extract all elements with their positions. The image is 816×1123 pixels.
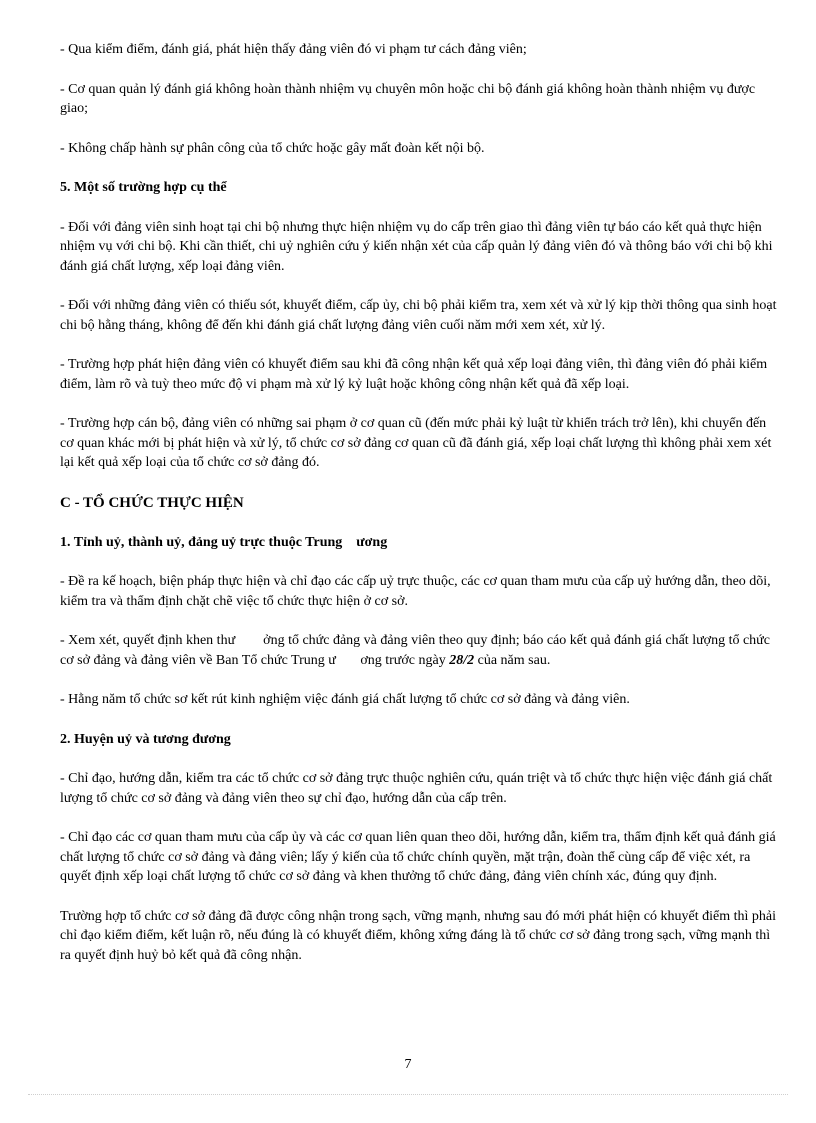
paragraph: - Không chấp hành sự phân công của tổ chức hoặc gây mất đoàn kết nội bộ.: [60, 140, 485, 156]
section-heading: 2. Huyện uỷ và tương đương: [60, 731, 231, 747]
paragraph: - Trường hợp phát hiện đảng viên có khuyết điểm sau khi đã công nhận kết quả xếp loại đảng viên, thì đảng viên đó phải kiểm điểm, làm rõ và tuỳ theo mức độ vi phạm mà xử lý kỷ luật hoặc không công nhận kết quả đã xếp loại.: [60, 357, 768, 392]
paragraph: Trường hợp tổ chức cơ sở đảng đã được công nhận trong sạch, vững mạnh, nhưng sau đó mới phát hiện có khuyết điểm thì phải chỉ đạo kiểm điểm, kết luận rõ, nếu đúng là có khuyết điểm, không xứng đáng là tổ chức cơ sở đảng trong sạch, vững mạnh thì ra quyết định huỷ bỏ kết quả đã công nhận.: [60, 908, 777, 963]
paragraph: - Đề ra kế hoạch, biện pháp thực hiện và chỉ đạo các cấp uỷ trực thuộc, các cơ quan tham mưu của cấp uỷ hướng dẫn, theo dõi, kiểm tra và thẩm định chặt chẽ việc tổ chức thực hiện ở cơ sở.: [60, 574, 771, 609]
page-number: 7: [404, 1057, 412, 1072]
paragraph: - Trường hợp cán bộ, đảng viên có những sai phạm ở cơ quan cũ (đến mức phải kỷ luật từ khiển trách trở lên), khi chuyển đến cơ quan khác mới bị phát hiện và xử lý, tổ chức cơ sở đảng cơ quan cũ đã đánh giá, xếp loại chất lượng thì không phải xem xét lại kết quả xếp loại của tổ chức cơ sở đảng đó.: [60, 416, 772, 470]
paragraph: [60, 631, 782, 670]
section-heading: 1. Tỉnh uỷ, thành uỷ, đảng uỷ trực thuộc Trung ương: [60, 534, 388, 550]
document-body: [60, 40, 782, 985]
part-heading: C - TỔ CHỨC THỰC HIỆN: [60, 494, 244, 511]
paragraph: - Chỉ đạo các cơ quan tham mưu của cấp ủy và các cơ quan liên quan theo dõi, hướng dẫn, kiểm tra, thẩm định kết quả đánh giá chất lượng tổ chức cơ sở đảng và đảng viên; lấy ý kiến của tổ chức chính quyền, mặt trận, đoàn thể cùng cấp để việc xét, ra quyết định xếp loại chất lượng tổ chức cơ sở đảng và khen thưởng tổ chức đảng, đảng viên chính xác, đúng quy định.: [60, 830, 776, 884]
paragraph: - Đối với những đảng viên có thiếu sót, khuyết điểm, cấp ủy, chi bộ phải kiểm tra, xem xét và xử lý kịp thời thông qua sinh hoạt chi bộ hằng tháng, không để đến khi đánh giá chất lượng đảng viên cuối năm mới xem xét, xử lý.: [60, 298, 777, 333]
paragraph: - Cơ quan quản lý đánh giá không hoàn thành nhiệm vụ chuyên môn hoặc chi bộ đánh giá không hoàn thành nhiệm vụ được giao;: [60, 81, 756, 116]
paragraph-text: - Xem xét, quyết định khen thư ởng tổ chức đảng và đảng viên theo quy định; báo cáo kết quả đánh giá chất lượng tổ chức cơ sở đảng và đảng viên về Ban Tổ chức Trung ư ơng trước ngày: [60, 633, 774, 668]
page-bottom-rule: [28, 1094, 788, 1095]
paragraph: - Đối với đảng viên sinh hoạt tại chi bộ nhưng thực hiện nhiệm vụ do cấp trên giao thì đảng viên tự báo cáo kết quả thực hiện nhiệm vụ với chi bộ. Khi cần thiết, chi uỷ nghiên cứu ý kiến nhận xét của cấp quản lý đảng viên đó và thông báo với chi bộ khi đánh giá chất lượng, xếp loại đảng viên.: [60, 219, 773, 274]
paragraph-text: của năm sau.: [474, 652, 551, 668]
deadline-date: 28/2: [449, 652, 475, 668]
paragraph: - Qua kiểm điểm, đánh giá, phát hiện thấy đảng viên đó vi phạm tư cách đảng viên;: [60, 42, 527, 57]
paragraph: - Hằng năm tổ chức sơ kết rút kinh nghiệm việc đánh giá chất lượng tổ chức cơ sở đảng và đảng viên.: [60, 692, 630, 707]
paragraph: - Chỉ đạo, hướng dẫn, kiểm tra các tổ chức cơ sở đảng trực thuộc nghiên cứu, quán triệt và tổ chức thực hiện việc đánh giá chất lượng tổ chức cơ sở đảng và đảng viên theo sự chỉ đạo, hướng dẫn của cấp trên.: [60, 771, 773, 806]
section-heading: 5. Một số trường hợp cụ thể: [60, 180, 227, 195]
